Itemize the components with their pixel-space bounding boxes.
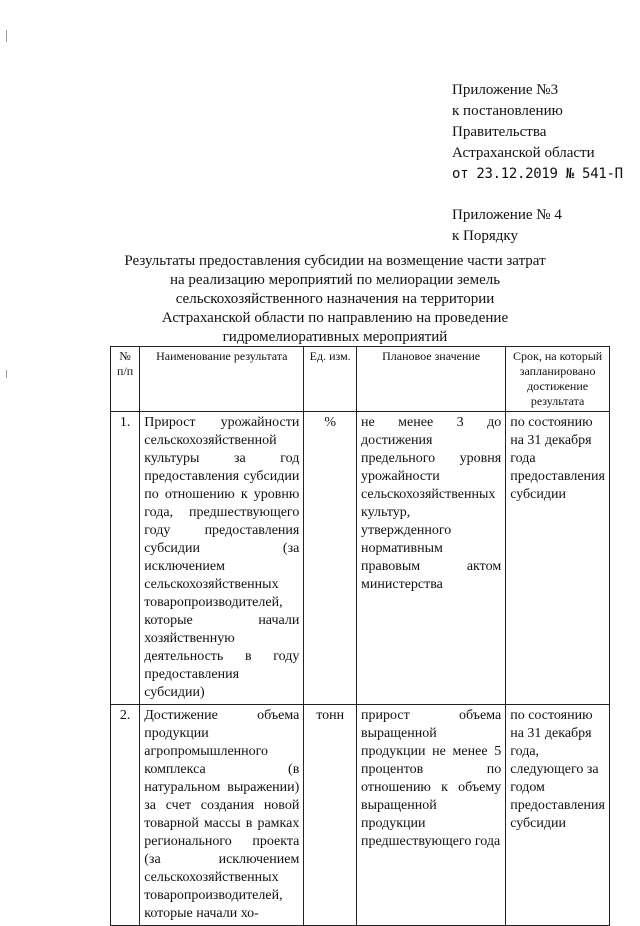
appendix-header-2	[452, 205, 632, 247]
appendix2-line: к Порядку	[452, 228, 518, 244]
title-line: сельскохозяйственного назначения на территории	[175, 291, 495, 307]
scan-mark	[6, 370, 7, 378]
title-line: гидромелиоративных мероприятий	[222, 329, 448, 345]
table-row	[111, 412, 610, 705]
appendix-line: Правительства	[452, 124, 547, 140]
appendix-line: Астраханской области	[452, 145, 595, 161]
table-header-row	[111, 347, 610, 412]
header-name: Наименование результата	[140, 347, 304, 412]
appendix-header	[452, 80, 632, 185]
scan-mark	[6, 30, 7, 42]
appendix2-line: Приложение № 4	[452, 207, 562, 223]
document-title	[110, 252, 560, 347]
row-plan: прирост объема выращенной продукции не менее 5 процентов по отношению к объему выращенной продукции предшествующего года	[357, 705, 506, 926]
header-term: Срок, на который запланировано достижение результата	[506, 347, 610, 412]
row-name: Достижение объема продукции агропромышленного комплекса (в натуральном выражении) за счет создания новой товарной массы в рамках регионального проекта (за исключением сельскохозяйственных товаропроизводителей, которые начали хо-	[140, 705, 304, 926]
appendix-line: Приложение №3	[452, 82, 559, 98]
row-unit: %	[304, 412, 357, 705]
row-num: 1.	[111, 412, 140, 705]
header-unit: Ед. изм.	[304, 347, 357, 412]
row-name: Прирост урожайности сельскохозяйственной культуры за год предоставления субсидии по отношению к уровню года, предшествующего году предоставления субсидии (за исключением сельскохозяйственных товаропроизводителей, которые начали хозяйственную деятельность в году предоставления субсидии)	[140, 412, 304, 705]
appendix-line: к постановлению	[452, 103, 563, 119]
row-term: по состоянию на 31 декабря года предоставления субсидии	[506, 412, 610, 705]
row-unit: тонн	[304, 705, 357, 926]
table-row	[111, 705, 610, 926]
header-num: № п/п	[111, 347, 140, 412]
title-line: на реализацию мероприятий по мелиорации земель	[169, 272, 501, 288]
results-table	[110, 346, 610, 926]
title-line: Результаты предоставления субсидии на возмещение части затрат	[124, 253, 546, 269]
row-term: по состоянию на 31 декабря года, следующего за годом предоставления субсидии	[506, 705, 610, 926]
header-plan: Плановое значение	[357, 347, 506, 412]
decree-date-line: от 23.12.2019 № 541-П	[452, 166, 623, 182]
row-plan: не менее 3 до достижения предельного уровня урожайности сельскохозяйственных культур, утвержденного нормативным правовым актом министерства	[357, 412, 506, 705]
row-num: 2.	[111, 705, 140, 926]
title-line: Астраханской области по направлению на проведение	[161, 310, 509, 326]
